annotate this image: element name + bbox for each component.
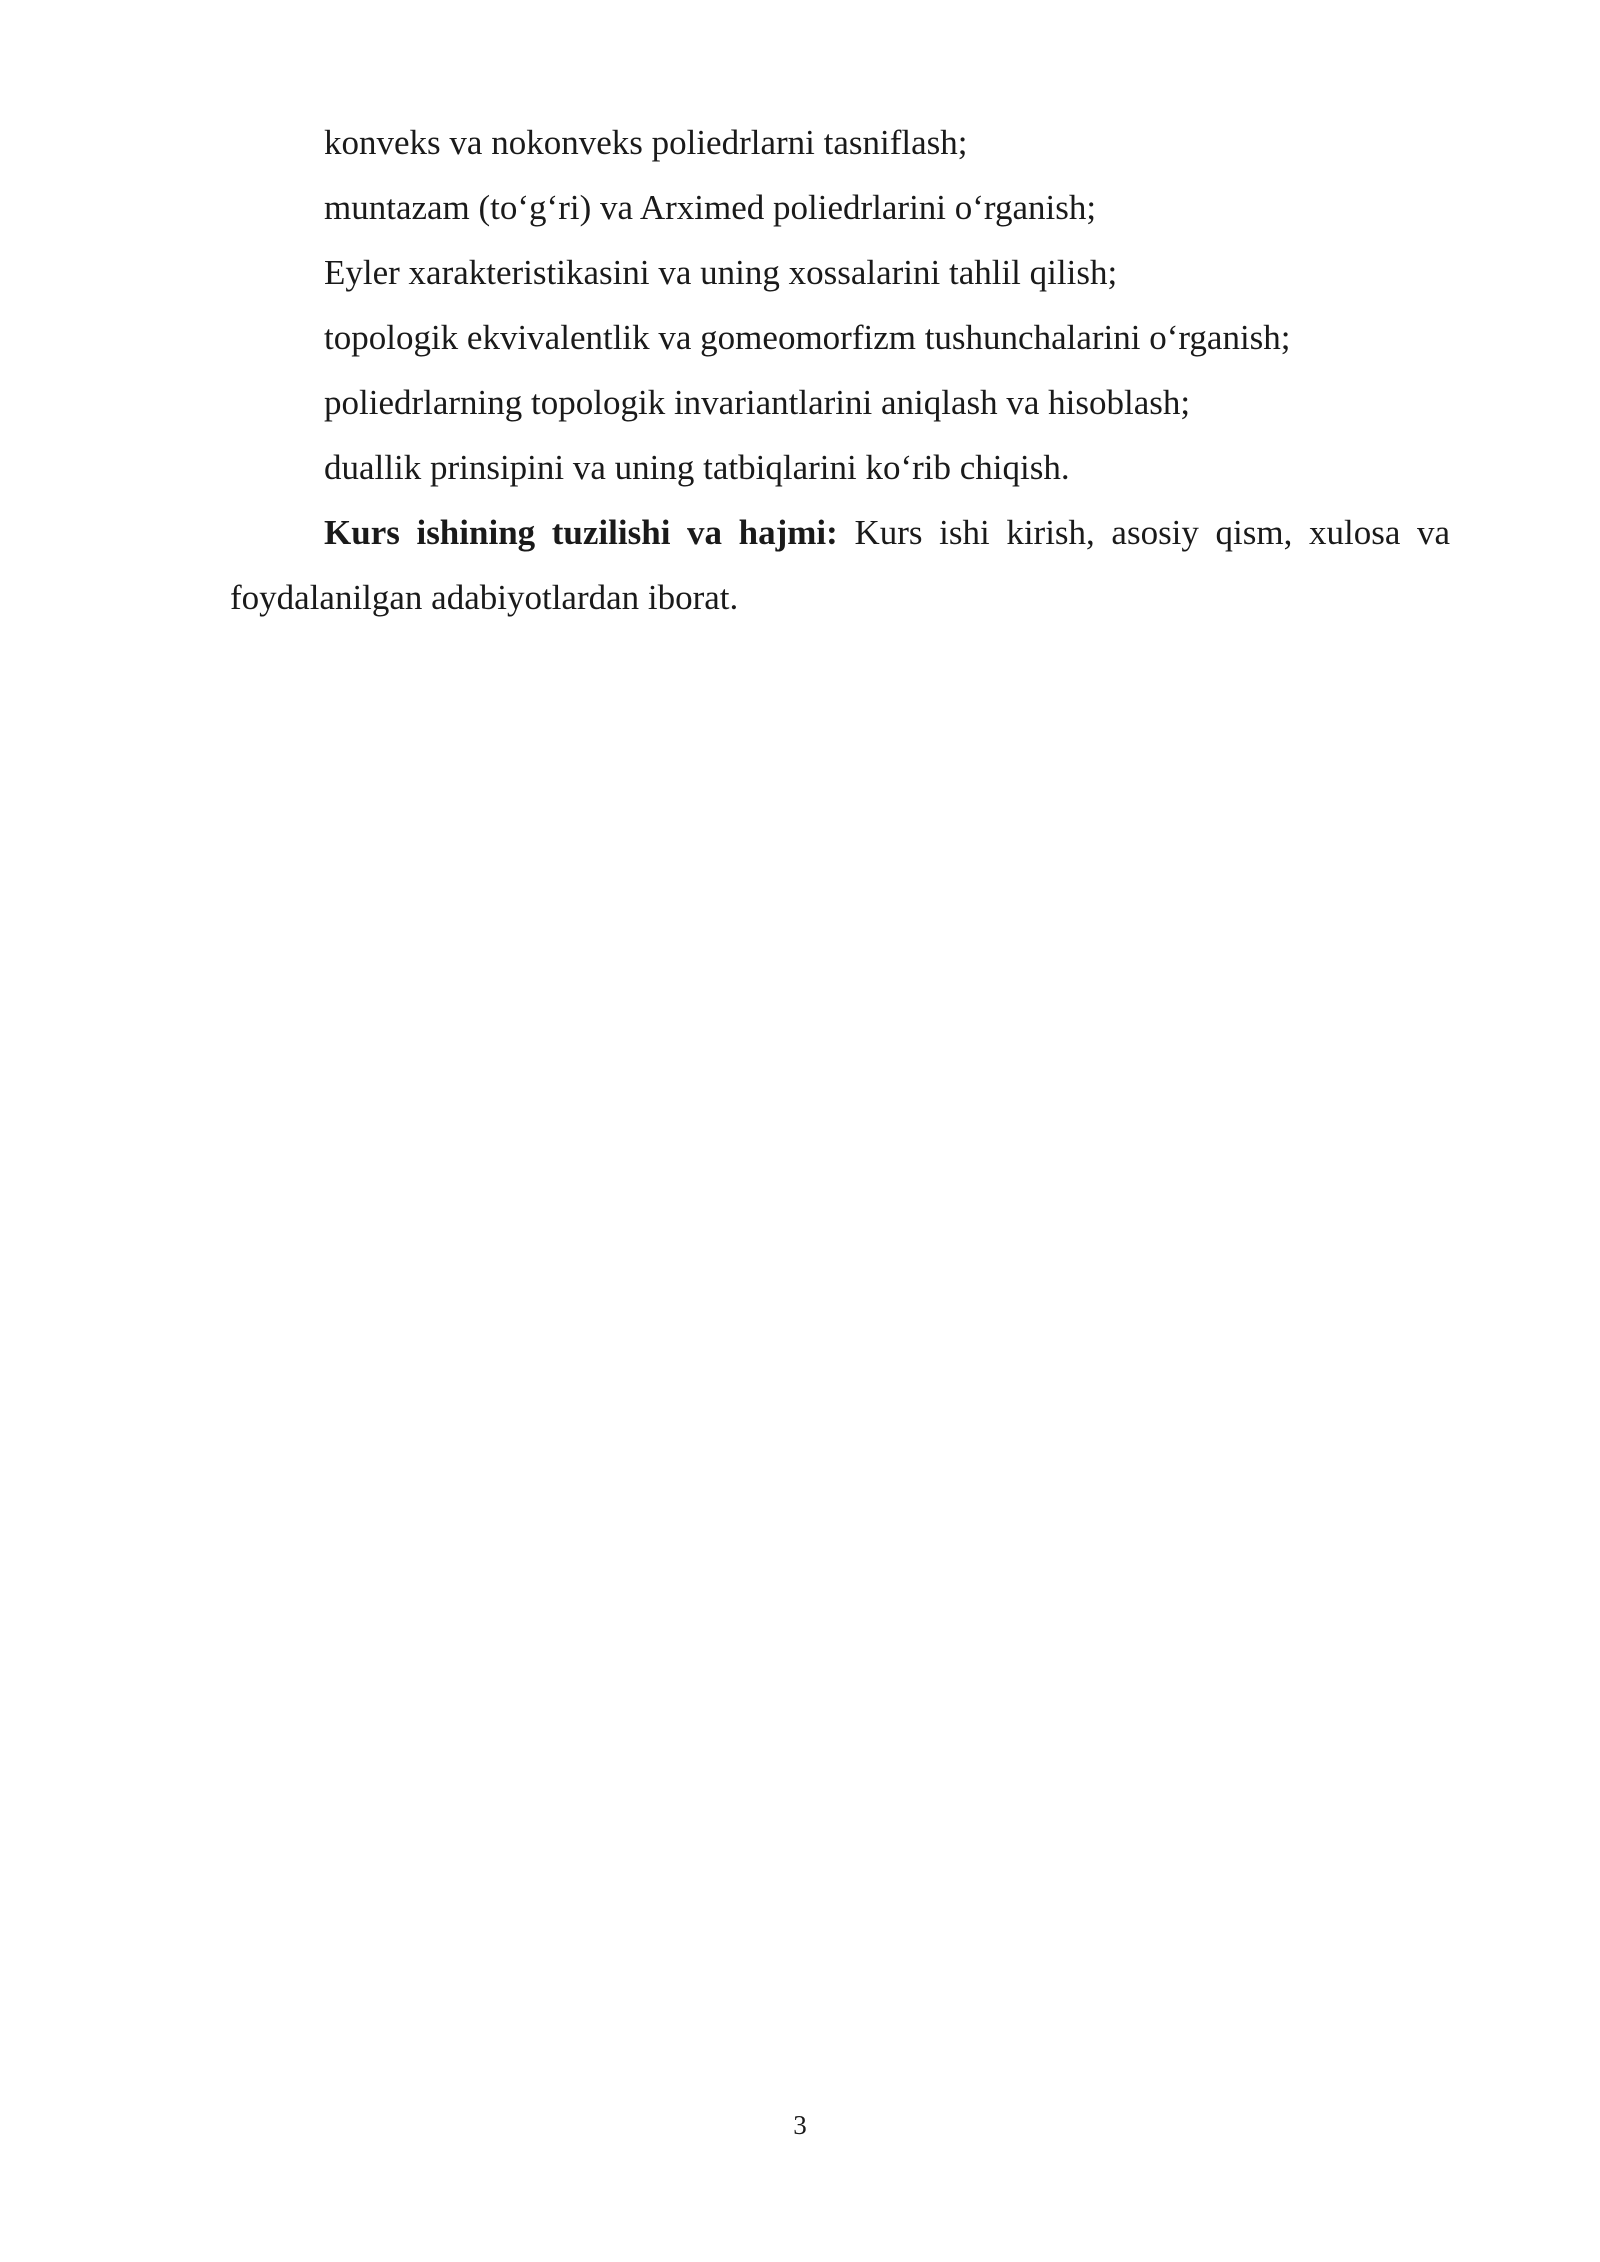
structure-paragraph-lead: Kurs ishining tuzilishi va hajmi: xyxy=(324,513,838,552)
list-item: muntazam (to‘g‘ri) va Arximed poliedrlarini o‘rganish; xyxy=(324,188,1097,227)
list-item: duallik prinsipini va uning tatbiqlarini ko‘rib chiqish. xyxy=(324,448,1070,487)
page-content xyxy=(230,110,1450,630)
list-item: Eyler xarakteristikasini va uning xossalarini tahlil qilish; xyxy=(324,253,1118,292)
list-item: topologik ekvivalentlik va gomeomorfizm tushunchalarini o‘rganish; xyxy=(324,318,1291,357)
list-item: poliedrlarning topologik invariantlarini aniqlash va hisoblash; xyxy=(324,383,1191,422)
structure-paragraph-text: Kurs ishi kirish, asosiy qism, xulosa va foydalanilgan adabiyotlardan iborat. xyxy=(230,513,1451,617)
list-item: konveks va nokonveks poliedrlarni tasniflash; xyxy=(324,123,968,162)
page-number: 3 xyxy=(793,2110,807,2140)
structure-paragraph xyxy=(230,500,1450,630)
